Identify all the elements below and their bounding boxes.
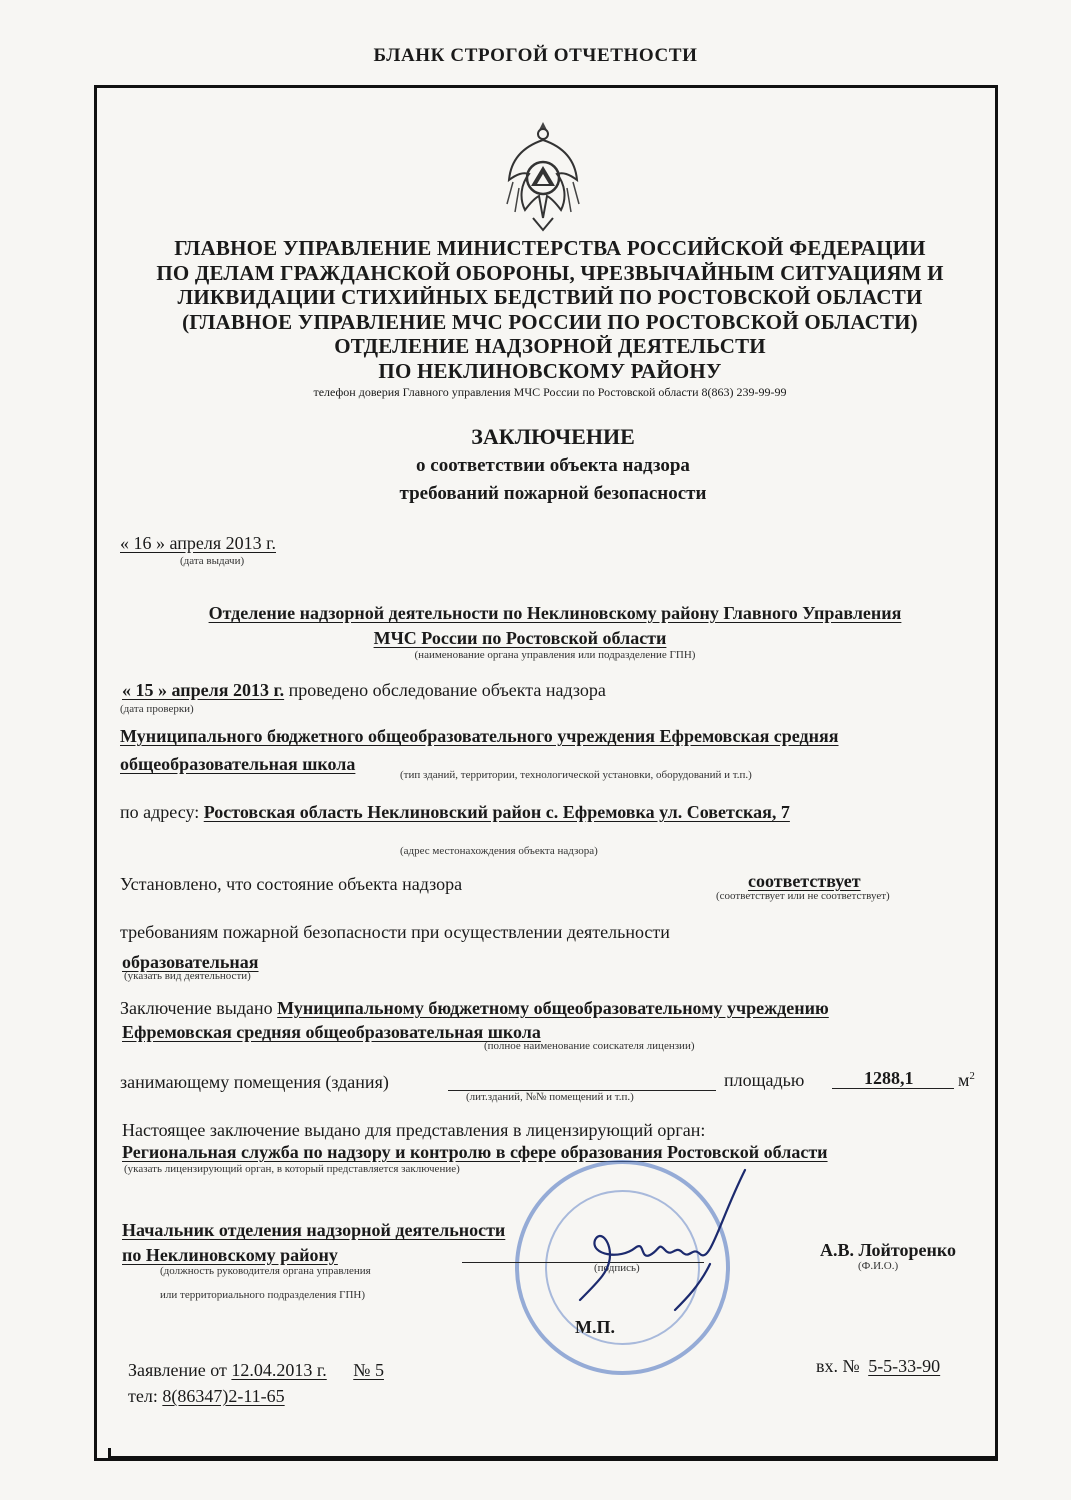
document-subtitle: требований пожарной безопасности xyxy=(399,483,707,504)
area-value: 1288,1 xyxy=(864,1068,914,1088)
signature-caption: (подпись) xyxy=(594,1262,640,1274)
signer-position: по Неклиновскому району xyxy=(122,1245,338,1265)
area-unit-text: м xyxy=(958,1070,970,1090)
object-caption: (тип зданий, территории, технологической установки, оборудований и т.п.) xyxy=(400,769,752,781)
address-caption: (адрес местонахождения объекта надзора) xyxy=(400,845,598,857)
premises-caption: (лит.зданий, №№ помещений и т.п.) xyxy=(466,1091,634,1103)
phone-value: 8(86347)2-11-65 xyxy=(162,1386,285,1406)
hotline-phone: телефон доверия Главного управления МЧС России по Ростовской области 8(863) 239-99-99 xyxy=(313,385,787,399)
inspection-date: « 15 » апреля 2013 г. xyxy=(122,680,285,700)
form-type-label: БЛАНК СТРОГОЙ ОТЧЕТНОСТИ xyxy=(373,45,698,66)
conclusion-value: соответствует xyxy=(748,871,861,891)
licensing-caption: (указать лицензирующий орган, в который представляется заключение) xyxy=(124,1163,460,1175)
signer-position-caption: (должность руководителя органа управления xyxy=(160,1265,371,1277)
area-unit xyxy=(958,1070,975,1091)
handwritten-signature-icon xyxy=(560,1160,750,1320)
address-value: Ростовская область Неклиновский район с. Ефремовка ул. Советская, 7 xyxy=(203,802,790,822)
premises-label: занимающему помещения (здания) xyxy=(120,1072,389,1092)
issue-date-caption: (дата выдачи) xyxy=(180,555,245,567)
issued-to-label: Заключение выдано xyxy=(120,998,273,1018)
signer-position-caption: или территориального подразделения ГПН) xyxy=(160,1289,366,1301)
activity-label: требованиям пожарной безопасности при осуществлении деятельности xyxy=(120,922,670,942)
document-frame-shadow xyxy=(108,1448,996,1459)
header-line: ПО ДЕЛАМ ГРАЖДАНСКОЙ ОБОРОНЫ, ЧРЕЗВЫЧАЙНЫМ СИТУАЦИЯМ И xyxy=(156,260,944,285)
issued-to-row xyxy=(120,998,829,1019)
header-line: ГЛАВНОЕ УПРАВЛЕНИЕ МИНИСТЕРСТВА РОССИЙСКОЙ ФЕДЕРАЦИИ xyxy=(174,236,926,260)
authority-name: МЧС России по Ростовской области xyxy=(373,628,667,648)
application-date: 12.04.2013 г. xyxy=(231,1360,327,1380)
incoming-row xyxy=(816,1356,940,1377)
address-row xyxy=(120,802,790,823)
issued-to-caption: (полное наименование соискателя лицензии) xyxy=(484,1040,695,1052)
issue-date: « 16 » апреля 2013 г. xyxy=(120,533,276,553)
header-line: (ГЛАВНОЕ УПРАВЛЕНИЕ МЧС РОССИИ ПО РОСТОВСКОЙ ОБЛАСТИ) xyxy=(182,309,918,334)
inspection-text: проведено обследование объекта надзора xyxy=(288,680,606,700)
application-label: Заявление от xyxy=(128,1360,227,1380)
incoming-number: 5-5-33-90 xyxy=(868,1356,941,1376)
phone-label: тел: xyxy=(128,1386,158,1406)
document-title: ЗАКЛЮЧЕНИЕ xyxy=(471,424,635,449)
header-line: ОТДЕЛЕНИЕ НАДЗОРНОЙ ДЕЯТЕЛЬСТИ xyxy=(334,334,766,358)
issued-to-name: Ефремовская средняя общеобразовательная школа xyxy=(122,1022,541,1042)
inspection-row xyxy=(122,680,606,701)
area-unit-sup: 2 xyxy=(969,1070,975,1082)
area-label: площадью xyxy=(724,1070,805,1090)
header-line: ЛИКВИДАЦИИ СТИХИЙНЫХ БЕДСТВИЙ ПО РОСТОВСКОЙ ОБЛАСТИ xyxy=(177,285,923,309)
header-line: ПО НЕКЛИНОВСКОМУ РАЙОНУ xyxy=(378,358,722,383)
activity-caption: (указать вид деятельности) xyxy=(124,970,251,982)
incoming-label: вх. № xyxy=(816,1356,860,1376)
conclusion-caption: (соответствует или не соответствует) xyxy=(716,890,890,902)
signer-position: Начальник отделения надзорной деятельности xyxy=(122,1220,506,1240)
application-number: № 5 xyxy=(353,1360,384,1380)
activity-value: образовательная xyxy=(122,952,259,972)
issued-to-name: Муниципальному бюджетному общеобразовательному учреждению xyxy=(277,998,829,1018)
object-name: общеобразовательная школа xyxy=(120,754,356,774)
emchs-emblem-icon xyxy=(503,118,583,233)
application-row xyxy=(128,1360,384,1381)
address-label: по адресу: xyxy=(120,802,200,822)
inspection-caption: (дата проверки) xyxy=(120,703,194,715)
agency-header xyxy=(120,236,980,383)
document-subtitle: о соответствии объекта надзора xyxy=(416,455,690,476)
phone-row xyxy=(128,1386,285,1407)
signer-name-caption: (Ф.И.О.) xyxy=(858,1260,899,1272)
licensing-authority: Региональная служба по надзору и контролю в сфере образования Ростовской области xyxy=(122,1142,828,1162)
signer-name: А.В. Лойторенко xyxy=(820,1240,956,1260)
licensing-label: Настоящее заключение выдано для представления в лицензирующий орган: xyxy=(122,1120,706,1140)
authority-name: Отделение надзорной деятельности по Неклиновскому району Главного Управления xyxy=(208,603,902,623)
object-name: Муниципального бюджетного общеобразовательного учреждения Ефремовская средняя xyxy=(120,726,839,746)
seal-placeholder-label: М.П. xyxy=(575,1317,615,1337)
conclusion-label: Установлено, что состояние объекта надзора xyxy=(120,874,463,894)
authority-caption: (наименование органа управления или подразделение ГПН) xyxy=(414,649,696,661)
